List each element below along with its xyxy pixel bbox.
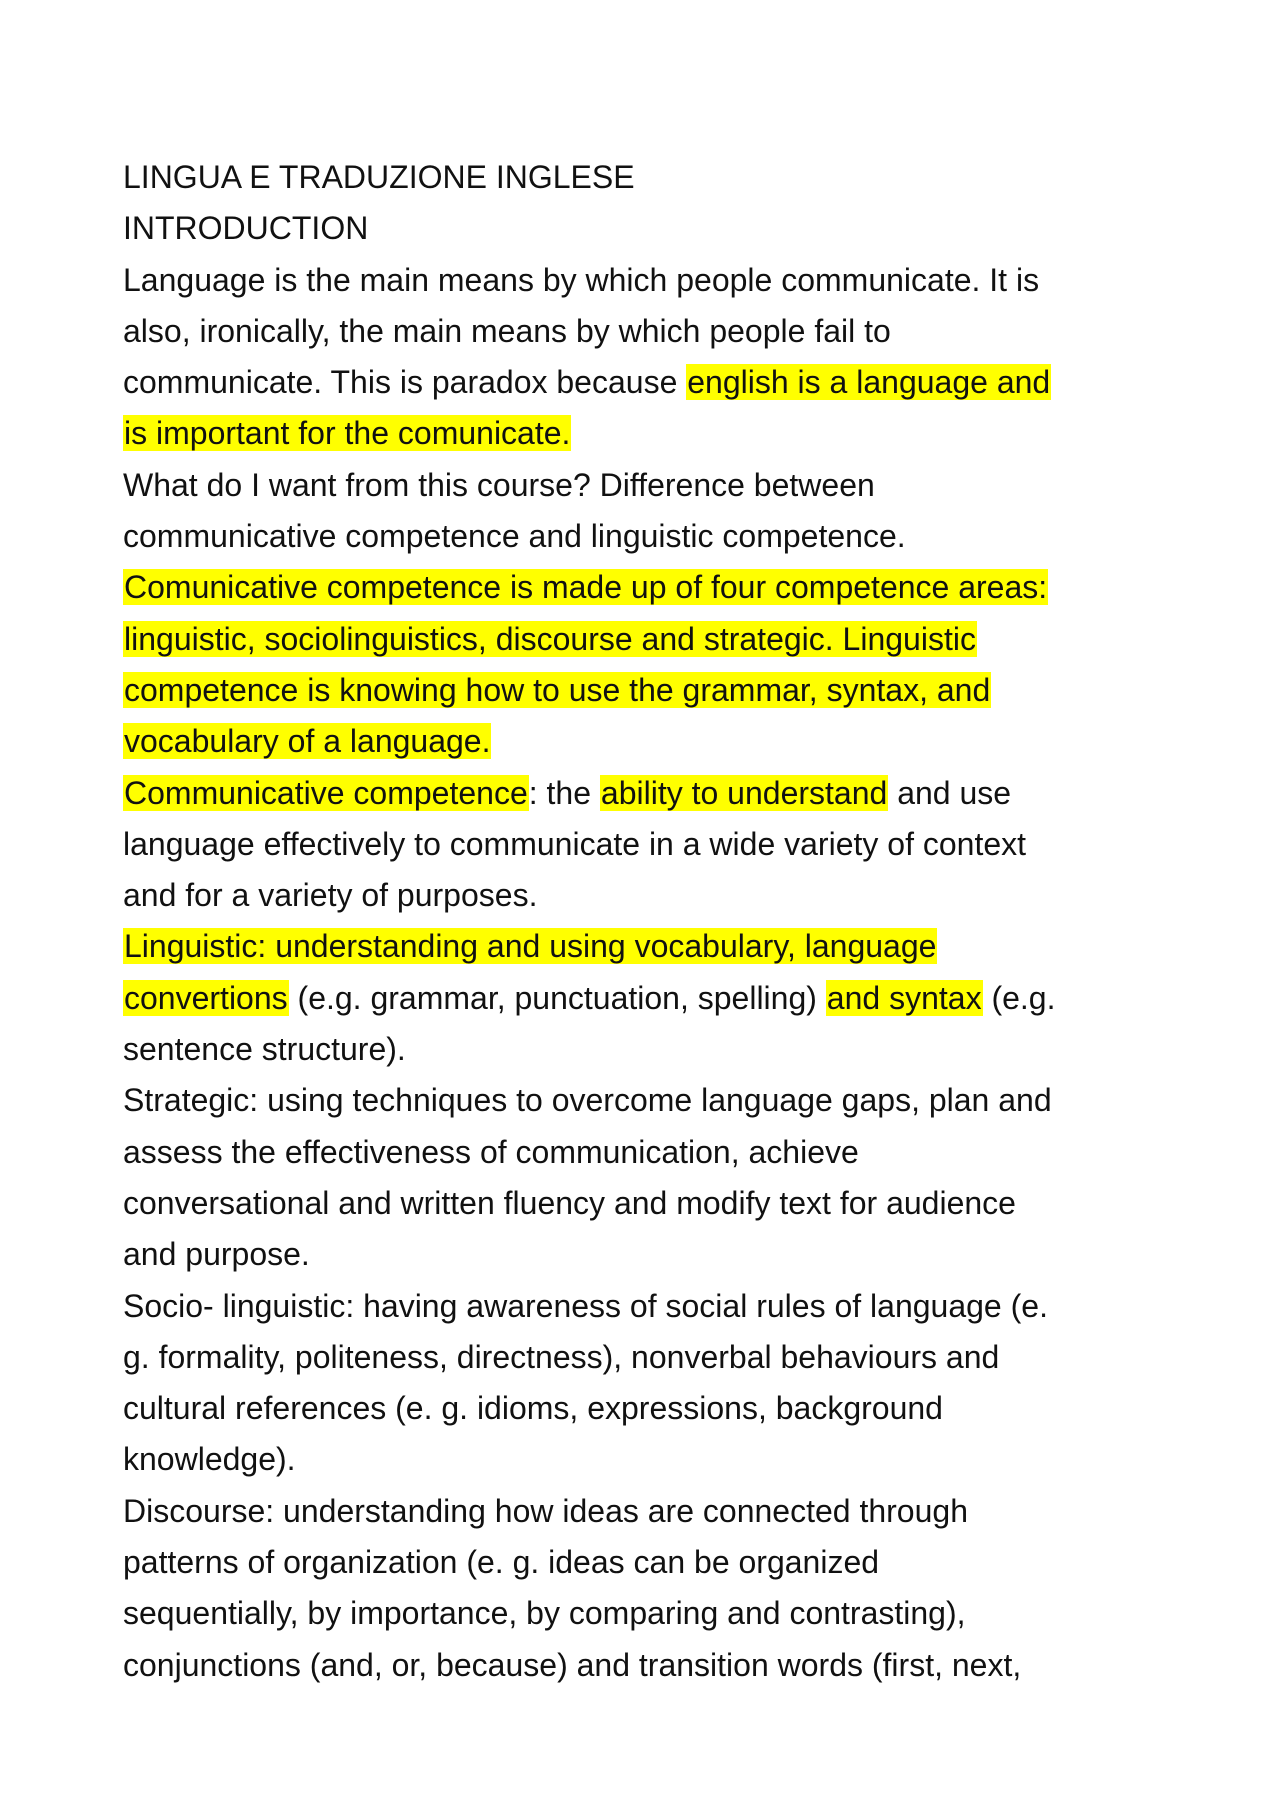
text-run: (e.g. grammar, punctuation, spelling)	[288, 979, 826, 1016]
text-line	[123, 511, 1183, 562]
highlighted-text: competence is knowing how to use the grammar, syntax, and	[124, 671, 991, 708]
text-run: conjunctions (and, or, because) and transition words (first, next,	[123, 1646, 1022, 1683]
text-line	[123, 1486, 1183, 1537]
section-heading: INTRODUCTION	[123, 210, 369, 247]
text-line	[123, 716, 1183, 767]
text-line	[123, 460, 1183, 511]
text-run: and purpose.	[123, 1236, 310, 1273]
highlighted-text: ability to understand	[600, 774, 888, 811]
text-line	[123, 1127, 1183, 1178]
text-line	[123, 665, 1183, 716]
text-run: Discourse: understanding how ideas are connected through	[123, 1492, 968, 1529]
text-run: conversational and written fluency and modify text for audience	[123, 1184, 1016, 1221]
text-line	[123, 408, 1183, 459]
text-line	[123, 562, 1183, 613]
text-line	[123, 1229, 1183, 1280]
text-line	[123, 1434, 1183, 1485]
text-run: knowledge).	[123, 1441, 296, 1478]
highlighted-text: linguistic, sociolinguistics, discourse and strategic. Linguistic	[124, 620, 976, 657]
paragraph-text	[123, 255, 1183, 1691]
text-line	[123, 1383, 1183, 1434]
highlighted-text: and syntax	[826, 979, 982, 1016]
text-line	[123, 255, 1183, 306]
highlighted-text: Comunicative competence is made up of four competence areas:	[124, 569, 1048, 606]
text-run: g. formality, politeness, directness), nonverbal behaviours and	[123, 1338, 1000, 1375]
text-run: communicate. This is paradox because	[123, 364, 687, 401]
text-run: language effectively to communicate in a wide variety of context	[123, 825, 1027, 862]
document-body	[123, 152, 1183, 1691]
text-run: What do I want from this course? Difference between	[123, 466, 875, 503]
text-line	[123, 306, 1183, 357]
highlighted-text: english is a language and	[687, 364, 1051, 401]
document-title: LINGUA E TRADUZIONE INGLESE	[123, 159, 635, 195]
text-line	[123, 1024, 1183, 1075]
text-run: and use	[888, 774, 1012, 811]
text-run: and for a variety of purposes.	[123, 877, 538, 914]
highlighted-text: Linguistic: understanding and using vocabulary, language	[124, 928, 937, 965]
text-line	[123, 1178, 1183, 1229]
highlighted-text: vocabulary of a language.	[124, 723, 491, 760]
text-line	[123, 973, 1183, 1024]
text-run: Socio- linguistic: having awareness of social rules of language (e.	[123, 1287, 1048, 1324]
text-run: : the	[528, 774, 600, 811]
text-line	[123, 1332, 1183, 1383]
highlighted-text: Communicative competence	[124, 774, 528, 811]
text-run: assess the effectiveness of communication, achieve	[123, 1133, 859, 1170]
text-run: Language is the main means by which people communicate. It is	[123, 261, 1040, 298]
text-run: patterns of organization (e. g. ideas can be organized	[123, 1544, 880, 1581]
text-line	[123, 921, 1183, 972]
text-line	[123, 1075, 1183, 1126]
text-run: cultural references (e. g. idioms, expressions, background	[123, 1390, 943, 1427]
highlighted-text: is important for the comunicate.	[124, 415, 571, 452]
text-run: (e.g.	[982, 979, 1056, 1016]
text-line	[123, 1281, 1183, 1332]
text-line	[123, 1640, 1183, 1691]
text-line	[123, 1537, 1183, 1588]
text-run: Strategic: using techniques to overcome language gaps, plan and	[123, 1082, 1052, 1119]
text-line	[123, 768, 1183, 819]
highlighted-text: convertions	[124, 979, 288, 1016]
text-run: communicative competence and linguistic competence.	[123, 518, 906, 555]
text-run: sentence structure).	[123, 1031, 406, 1068]
text-run: also, ironically, the main means by which people fail to	[123, 312, 891, 349]
text-line	[123, 614, 1183, 665]
text-line	[123, 357, 1183, 408]
text-run: sequentially, by importance, by comparing and contrasting),	[123, 1595, 966, 1632]
text-line	[123, 870, 1183, 921]
text-line	[123, 1588, 1183, 1639]
text-line	[123, 819, 1183, 870]
